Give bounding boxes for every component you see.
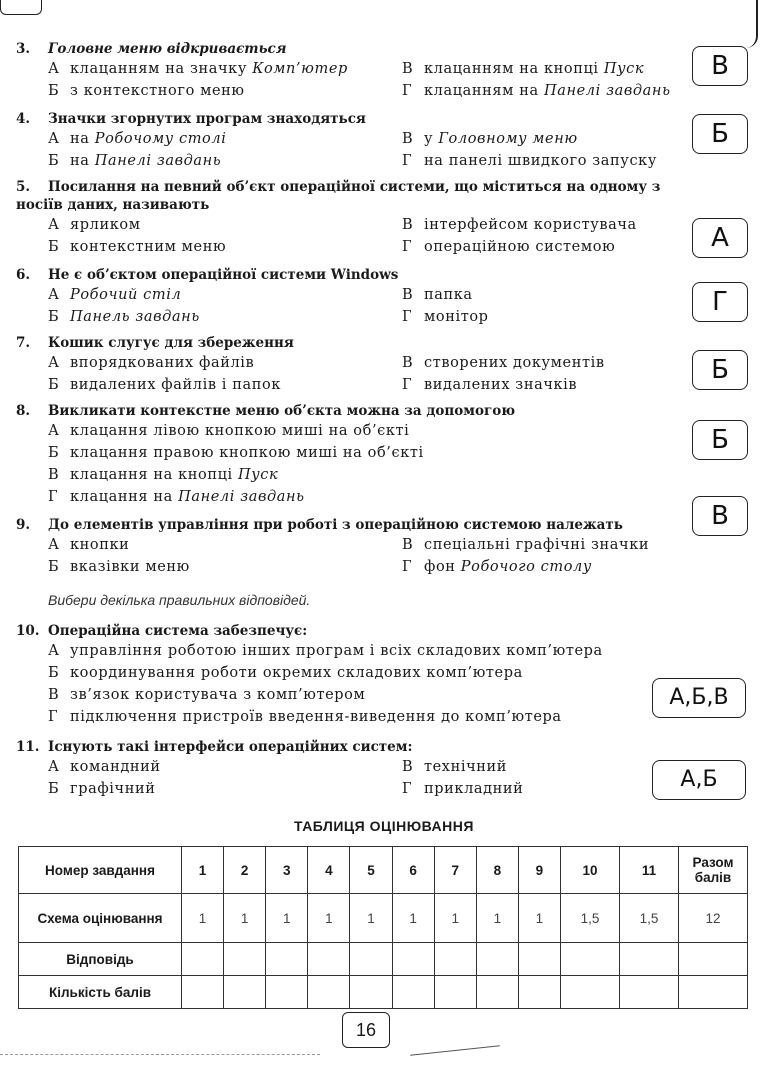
col-header: 6 [392,847,434,894]
table-cell: 1 [392,894,434,943]
option: А командний [48,759,161,775]
table-cell[interactable] [182,943,224,976]
question-9: 9. До елементів управління при роботі з операційною системою належать А кнопки В спеціальні графічні значки Б вказівки меню Г фон Робочого столу [16,516,696,578]
answer-box-11[interactable]: А,Б [652,760,746,800]
option: Б вказівки меню [48,559,190,575]
col-header: Разом балів [679,847,748,894]
table-cell: 1 [266,894,308,943]
option: В спеціальні графічні значки [402,537,650,553]
option: В клацанням на кнопці Пуск [402,61,645,77]
table-row-answer [19,943,748,976]
table-cell[interactable] [266,943,308,976]
table-cell[interactable] [518,976,560,1009]
question-3: 3. Головне меню відкривається А клацанням на значку Комп’ютер В клацанням на кнопці Пуск Б з контекстного меню Г клацанням на Панелі завдань [16,40,696,102]
option: В клацання на кнопці Пуск [48,467,279,483]
col-header: 9 [518,847,560,894]
table-cell: 1 [182,894,224,943]
row-label: Відповідь [19,943,182,976]
option: А Робочий стіл [48,287,182,303]
grading-table [18,846,748,1009]
table-title: ТАБЛИЦЯ ОЦІНЮВАННЯ [294,818,474,834]
table-header-row [19,847,748,894]
option: Б з контекстного меню [48,83,245,99]
question-10: 10. Операційна система забезпечує: А управління роботою інших програм і всіх складових комп’ютера Б координування роботи окремих складових комп’ютера В зв’язок користувача з комп’ютером Г підключення пристроїв введення-виведення до комп’ютера [16,622,696,728]
table-cell[interactable] [620,976,679,1009]
table-cell[interactable] [392,976,434,1009]
table-cell[interactable] [308,943,350,976]
option: Г видалених значків [402,377,578,393]
col-header: 3 [266,847,308,894]
answer-box-3[interactable]: В [692,46,748,86]
option: Б видалених файлів і папок [48,377,281,393]
option: В зв’язок користувача з комп’ютером [48,687,366,703]
question-4: 4. Значки згорнутих програм знаходяться А на Робочому столі В у Головному меню Б на Панелі завдань Г на панелі швидкого запуску [16,110,696,172]
table-cell[interactable] [518,943,560,976]
option: Б клацання правою кнопкою миші на об’єкті [48,445,424,461]
instruction-text: Вибери декілька правильних відповідей. [48,592,311,608]
answer-box-8[interactable]: Б [692,420,748,460]
option: А ярликом [48,217,141,233]
option: В створених документів [402,355,605,371]
table-cell: 1,5 [561,894,620,943]
table-row-points [19,976,748,1009]
answer-box-4[interactable]: Б [692,114,748,154]
answer-box-10[interactable]: А,Б,В [652,678,746,718]
option: Б координування роботи окремих складових комп’ютера [48,665,523,681]
page-number: 16 [342,1012,390,1048]
option: А управління роботою інших програм і всіх складових комп’ютера [48,643,603,659]
table-cell: 1 [308,894,350,943]
option: В технічний [402,759,508,775]
corner-mark [0,0,42,15]
table-cell[interactable] [224,943,266,976]
option: Г підключення пристроїв введення-виведення до комп’ютера [48,709,562,725]
table-cell[interactable] [476,976,518,1009]
table-row-scheme [19,894,748,943]
option: В у Головному меню [402,131,578,147]
option: Г монітор [402,309,489,325]
question-6: 6. Не є об’єктом операційної системи Windows А Робочий стіл В папка Б Панель завдань Г монітор [16,266,696,328]
option: А впорядкованих файлів [48,355,255,371]
option: А клацання лівою кнопкою миші на об’єкті [48,423,410,439]
answer-box-7[interactable]: Б [692,350,748,390]
col-header: 7 [434,847,476,894]
question-11: 11. Існують такі інтерфейси операційних систем: А командний В технічний Б графічний Г прикладний [16,738,696,800]
table-cell: 1 [518,894,560,943]
col-header: 5 [350,847,392,894]
footer-divider-left [0,1054,320,1055]
option: Б контекстним меню [48,239,227,255]
table-cell[interactable] [350,943,392,976]
col-header: 11 [620,847,679,894]
corner-mark-right [742,0,758,48]
option: Г клацанням на Панелі завдань [402,83,671,99]
col-header: 2 [224,847,266,894]
table-cell[interactable] [266,976,308,1009]
answer-box-6[interactable]: Г [692,282,748,322]
table-cell[interactable] [182,976,224,1009]
option: Г на панелі швидкого запуску [402,153,657,169]
option: А на Робочому столі [48,131,227,147]
table-cell[interactable] [620,943,679,976]
row-label: Кількість балів [19,976,182,1009]
option: Б на Панелі завдань [48,153,222,169]
question-5: 5. Посилання на певний об’єкт операційної системи, що міститься на одному з носіїв даних, називають А ярликом В інтерфейсом користувача Б контекстним меню Г операційною системою [16,178,696,258]
col-header: 4 [308,847,350,894]
option: В інтерфейсом користувача [402,217,637,233]
col-header: 10 [561,847,620,894]
table-cell[interactable] [561,943,620,976]
footer-divider-right [410,1045,500,1055]
table-cell: 1 [224,894,266,943]
table-cell[interactable] [476,943,518,976]
option: Б Панель завдань [48,309,200,325]
table-cell[interactable] [561,976,620,1009]
option: А клацанням на значку Комп’ютер [48,61,348,77]
option: Г операційною системою [402,239,616,255]
option: А кнопки [48,537,130,553]
table-cell: 1 [476,894,518,943]
table-cell: 1 [434,894,476,943]
table-cell[interactable] [224,976,266,1009]
option: Г прикладний [402,781,524,797]
answer-box-5[interactable]: А [692,218,748,258]
option: Г фон Робочого столу [402,559,592,575]
question-title: Головне меню відкривається [48,41,287,57]
table-cell[interactable] [679,943,748,976]
row-label: Схема оцінювання [19,894,182,943]
table-cell[interactable] [434,943,476,976]
question-7: 7. Кошик слугує для збереження А впорядкованих файлів В створених документів Б видалених файлів і папок Г видалених значків [16,334,696,396]
table-cell: 1 [350,894,392,943]
col-header: 8 [476,847,518,894]
option: Б графічний [48,781,156,797]
table-cell[interactable] [308,976,350,1009]
table-cell[interactable] [350,976,392,1009]
answer-box-9[interactable]: В [692,496,748,536]
table-cell: 1,5 [620,894,679,943]
table-cell[interactable] [679,976,748,1009]
question-8: 8. Викликати контекстне меню об’єкта можна за допомогою А клацання лівою кнопкою миші на об’єкті Б клацання правою кнопкою миші на об’єкті В клацання на кнопці Пуск Г клацання на Панелі завдань [16,402,696,508]
table-cell[interactable] [434,976,476,1009]
header-label: Номер завдання [19,847,182,894]
option: Г клацання на Панелі завдань [48,489,305,505]
table-cell[interactable] [392,943,434,976]
col-header: 1 [182,847,224,894]
table-cell: 12 [679,894,748,943]
option: В папка [402,287,473,303]
